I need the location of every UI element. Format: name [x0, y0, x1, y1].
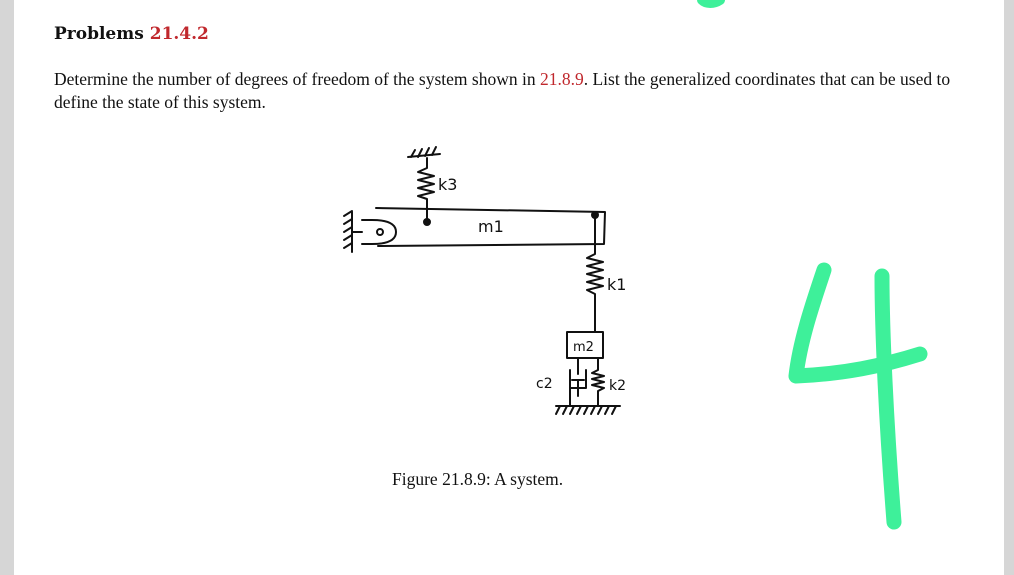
spring-k2 [592, 358, 604, 406]
statement-text-end: . List the generalized coordinates that can be used to define the state of this system. [54, 69, 951, 112]
ceiling-support [408, 147, 440, 157]
handwritten-answer-4 [796, 270, 920, 522]
statement-text-start: Determine the number of degrees of freedom of the system shown in [54, 69, 540, 89]
pivot-pin [377, 229, 383, 235]
label-k3: k3 [438, 175, 458, 194]
green-pen-mark [702, 0, 720, 3]
figure-reference-link[interactable]: 21.8.9 [539, 69, 584, 89]
label-k2: k2 [609, 378, 627, 394]
label-c2: c2 [536, 376, 553, 392]
figure-caption: Figure 21.8.9: A system. [392, 469, 564, 489]
spring-k1 [587, 218, 603, 332]
ground-support [556, 406, 620, 414]
document-page [14, 0, 1004, 575]
pivot-bracket [362, 220, 396, 244]
wall-support [344, 211, 362, 252]
damper-c2 [570, 358, 586, 406]
problem-title-prefix: Problems [54, 24, 144, 44]
label-m2: m2 [573, 340, 594, 355]
label-m1: m1 [478, 217, 504, 236]
problem-number-link[interactable]: 21.4.2 [149, 24, 209, 44]
label-k1: k1 [607, 275, 627, 294]
k3-attach-point [424, 219, 430, 225]
